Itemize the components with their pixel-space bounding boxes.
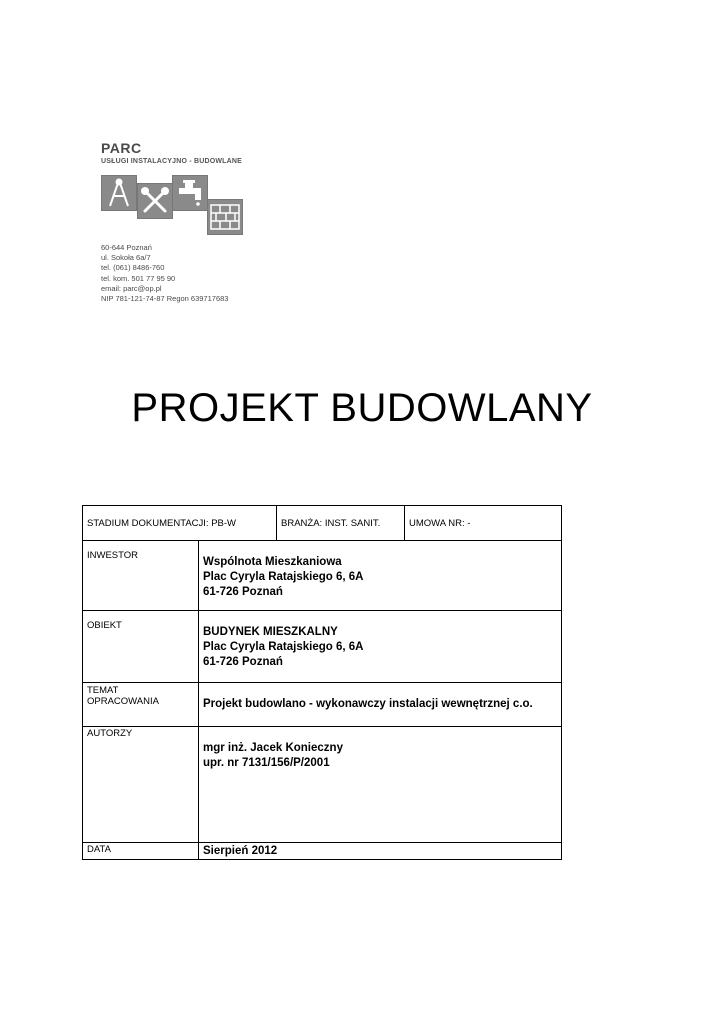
obiekt-row (83, 611, 562, 683)
drafting-compass-icon (101, 175, 137, 211)
brick-wall-icon (207, 199, 243, 235)
logo-contact (101, 243, 261, 304)
data-value: Sierpień 2012 (199, 843, 562, 860)
obiekt-value (199, 611, 562, 683)
temat-label-line: TEMAT (87, 685, 119, 696)
autorzy-label: AUTORZY (83, 727, 199, 843)
autorzy-line: mgr inż. Jacek Konieczny (203, 742, 343, 754)
autorzy-row (83, 727, 562, 843)
inwestor-line: 61-726 Poznań (203, 586, 283, 598)
contact-line: tel. kom. 501 77 95 90 (101, 273, 176, 283)
data-label: DATA (83, 843, 199, 860)
inwestor-row (83, 541, 562, 611)
obiekt-label: OBIEKT (83, 611, 199, 683)
temat-label (83, 683, 199, 727)
contact-line: NIP 781-121-74-87 Regon 639717683 (101, 294, 229, 304)
temat-label-line: OPRACOWANIA (87, 696, 159, 707)
inwestor-line: Plac Cyryla Ratajskiego 6, 6A (203, 571, 364, 583)
obiekt-line: 61-726 Poznań (203, 656, 283, 668)
inwestor-value (199, 541, 562, 611)
document-title: PROJEKT BUDOWLANY (131, 386, 593, 430)
umowa-cell: UMOWA NR: - (405, 506, 562, 541)
contact-line: 60-644 Poznań (101, 243, 152, 252)
contact-line: email: parc@op.pl (101, 283, 162, 293)
branza-cell: BRANŻA: INST. SANIT. (277, 506, 405, 541)
title-block-table (82, 505, 562, 860)
header-row (83, 506, 562, 541)
autorzy-value (199, 727, 562, 843)
temat-value: Projekt budowlano - wykonawczy instalacji wewnętrznej c.o. (199, 683, 562, 727)
temat-row (83, 683, 562, 727)
data-row (83, 843, 562, 860)
contact-line: ul. Sokoła 6a/7 (101, 253, 151, 263)
inwestor-label: INWESTOR (83, 541, 199, 611)
contact-line: tel. (061) 8486-760 (101, 263, 165, 273)
tools-wrench-screwdriver-icon (137, 183, 173, 219)
inwestor-line: Wspólnota Mieszkaniowa (203, 556, 342, 568)
company-logo (101, 140, 261, 304)
obiekt-line: BUDYNEK MIESZKALNY (203, 626, 338, 638)
stadium-cell: STADIUM DOKUMENTACJI: PB-W (83, 506, 277, 541)
obiekt-line: Plac Cyryla Ratajskiego 6, 6A (203, 641, 364, 653)
water-tap-icon (172, 175, 208, 211)
autorzy-line: upr. nr 7131/156/P/2001 (203, 757, 330, 769)
logo-icons (101, 175, 246, 237)
logo-name: PARC (101, 140, 142, 156)
logo-tagline: USŁUGI INSTALACYJNO - BUDOWLANE (101, 158, 243, 165)
